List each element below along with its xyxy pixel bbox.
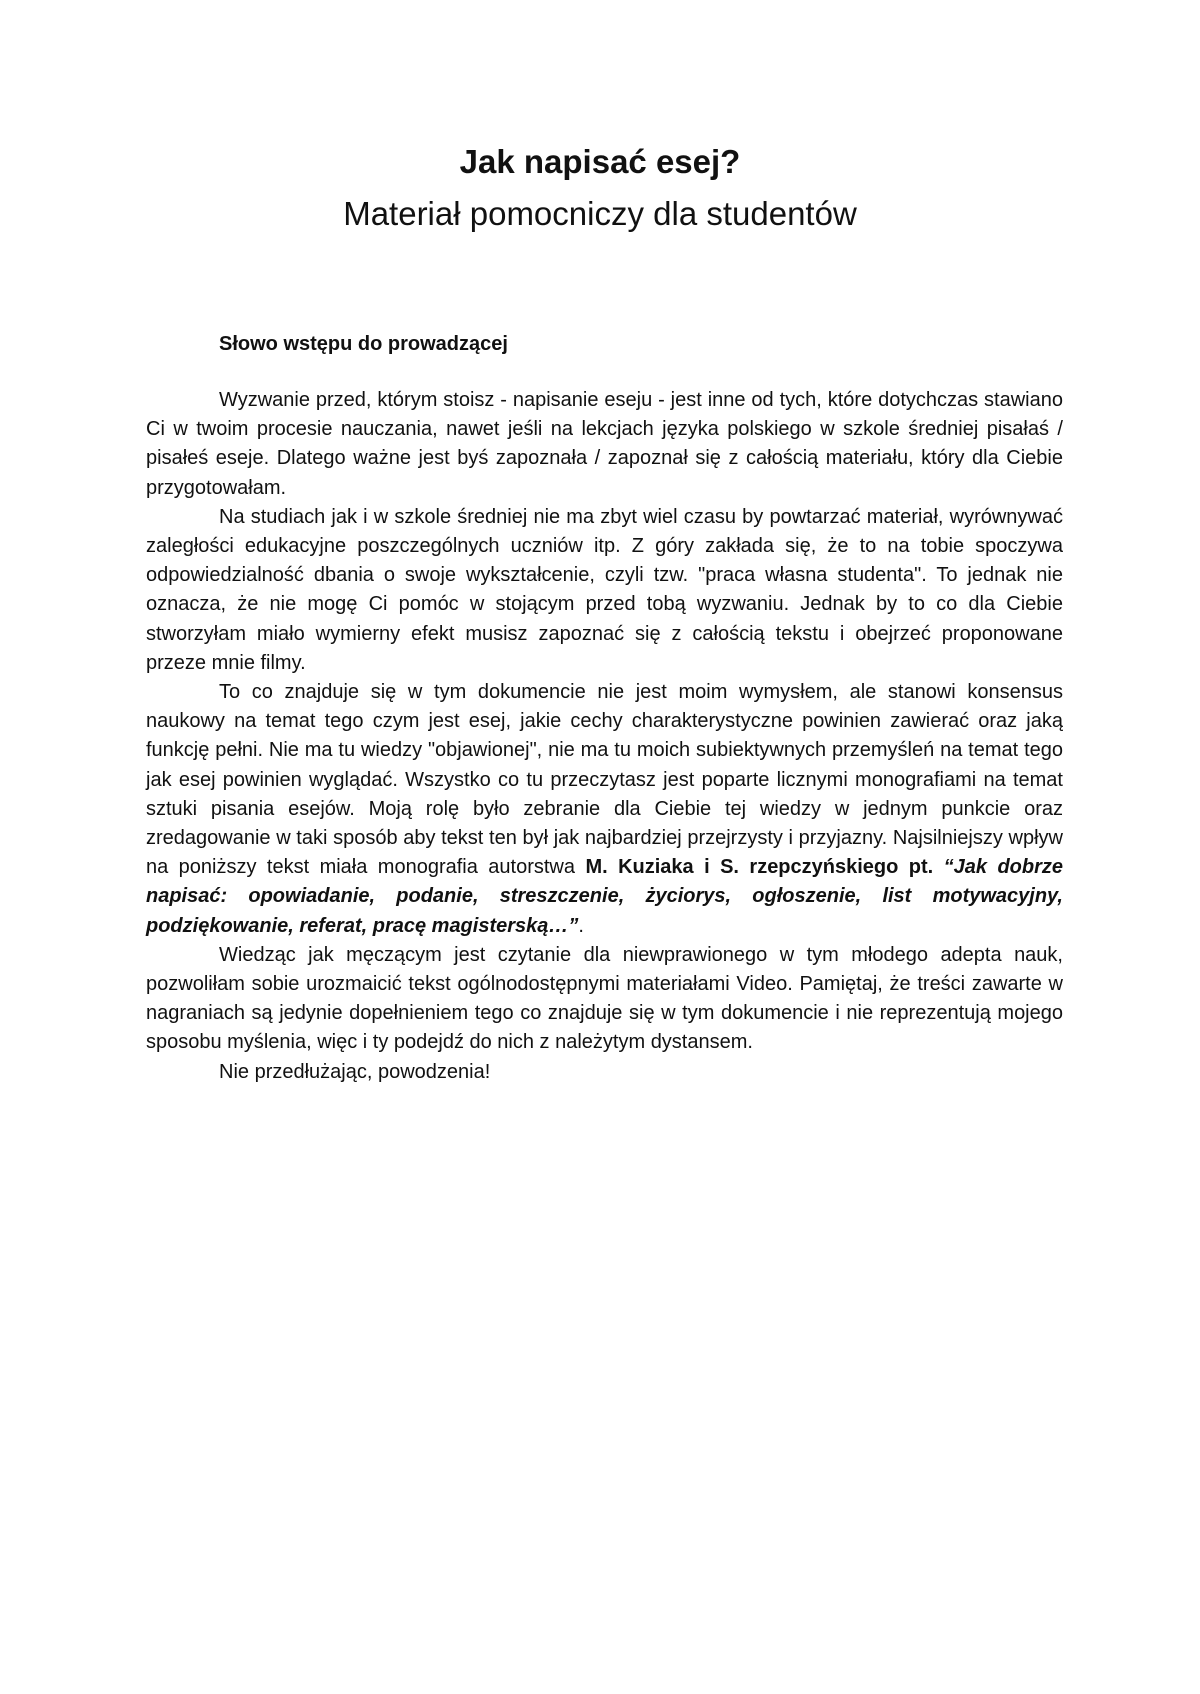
paragraph-4: Wiedząc jak męczącym jest czytanie dla niewprawionego w tym młodego adepta nauk, pozwoliłam sobie urozmaicić tekst ogólnodostępnymi materiałami Video. Pamiętaj, że treści zawarte w nagraniach są jedynie dopełnieniem tego co znajduje się w tym dokumencie i nie reprezentują mojego sposobu myślenia, więc i ty podejdź do nich z należytym dystansem. <box>146 943 1063 1054</box>
document-body <box>146 386 1063 1087</box>
paragraph-3 <box>146 678 1063 941</box>
paragraph-3-text: To co znajduje się w tym dokumencie nie jest moim wymysłem, ale stanowi konsensus naukowy na temat tego czym jest esej, jakie cechy charakterystyczne powinien zawierać oraz jaką funkcję pełni. Nie ma tu wiedzy "objawionej", nie ma tu moich subiektywnych przemyśleń na temat tego jak esej powinien wyglądać. Wszystko co tu przeczytasz jest poparte licznymi monografiami na temat sztuki pisania esejów. Moją rolę było zebranie dla Ciebie tej wiedzy w jednym punkcie oraz zredagowanie w taki sposób aby tekst ten był jak najbardziej przejrzysty i przyjazny. Najsilniejszy wpływ na poniższy tekst miała monografia autorstwa <box>146 681 1063 879</box>
paragraph-3-authors: M. Kuziaka i S. rzepczyńskiego pt. <box>585 856 944 879</box>
section-heading: Słowo wstępu do prowadzącej <box>219 333 508 355</box>
paragraph-3-end: . <box>578 914 584 937</box>
document-subtitle: Materiał pomocniczy dla studentów <box>343 195 857 232</box>
paragraph-1: Wyzwanie przed, którym stoisz - napisanie eseju - jest inne od tych, które dotychczas stawiano Ci w twoim procesie nauczania, nawet jeśli na lekcjach języka polskiego w szkole średniej pisałaś / pisałeś eseje. Dlatego ważne jest byś zapoznała / zapoznał się z całością materiału, który dla Ciebie przygotowałam. <box>146 389 1063 499</box>
paragraph-3-book-title: “Jak dobrze napisać: opowiadanie, podanie, streszczenie, życiorys, ogłoszenie, list motywacyjny, podziękowanie, referat, pracę magisterską…” <box>146 856 1063 937</box>
paragraph-5: Nie przedłużając, powodzenia! <box>219 1060 491 1083</box>
paragraph-2: Na studiach jak i w szkole średniej nie ma zbyt wiel czasu by powtarzać materiał, wyrównywać zaległości edukacyjne poszczególnych uczniów itp. Z góry zakłada się, że to na tobie spoczywa odpowiedzialność dbania o swoje wykształcenie, czyli tzw. "praca własna studenta". To jednak nie oznacza, że nie mogę Ci pomóc w stojącym przed tobą wyzwaniu. Jednak by to co dla Ciebie stworzyłam miało wymierny efekt musisz zapoznać się z całością tekstu i obejrzeć proponowane przeze mnie filmy. <box>146 505 1063 674</box>
document-title: Jak napisać esej? <box>459 143 741 180</box>
